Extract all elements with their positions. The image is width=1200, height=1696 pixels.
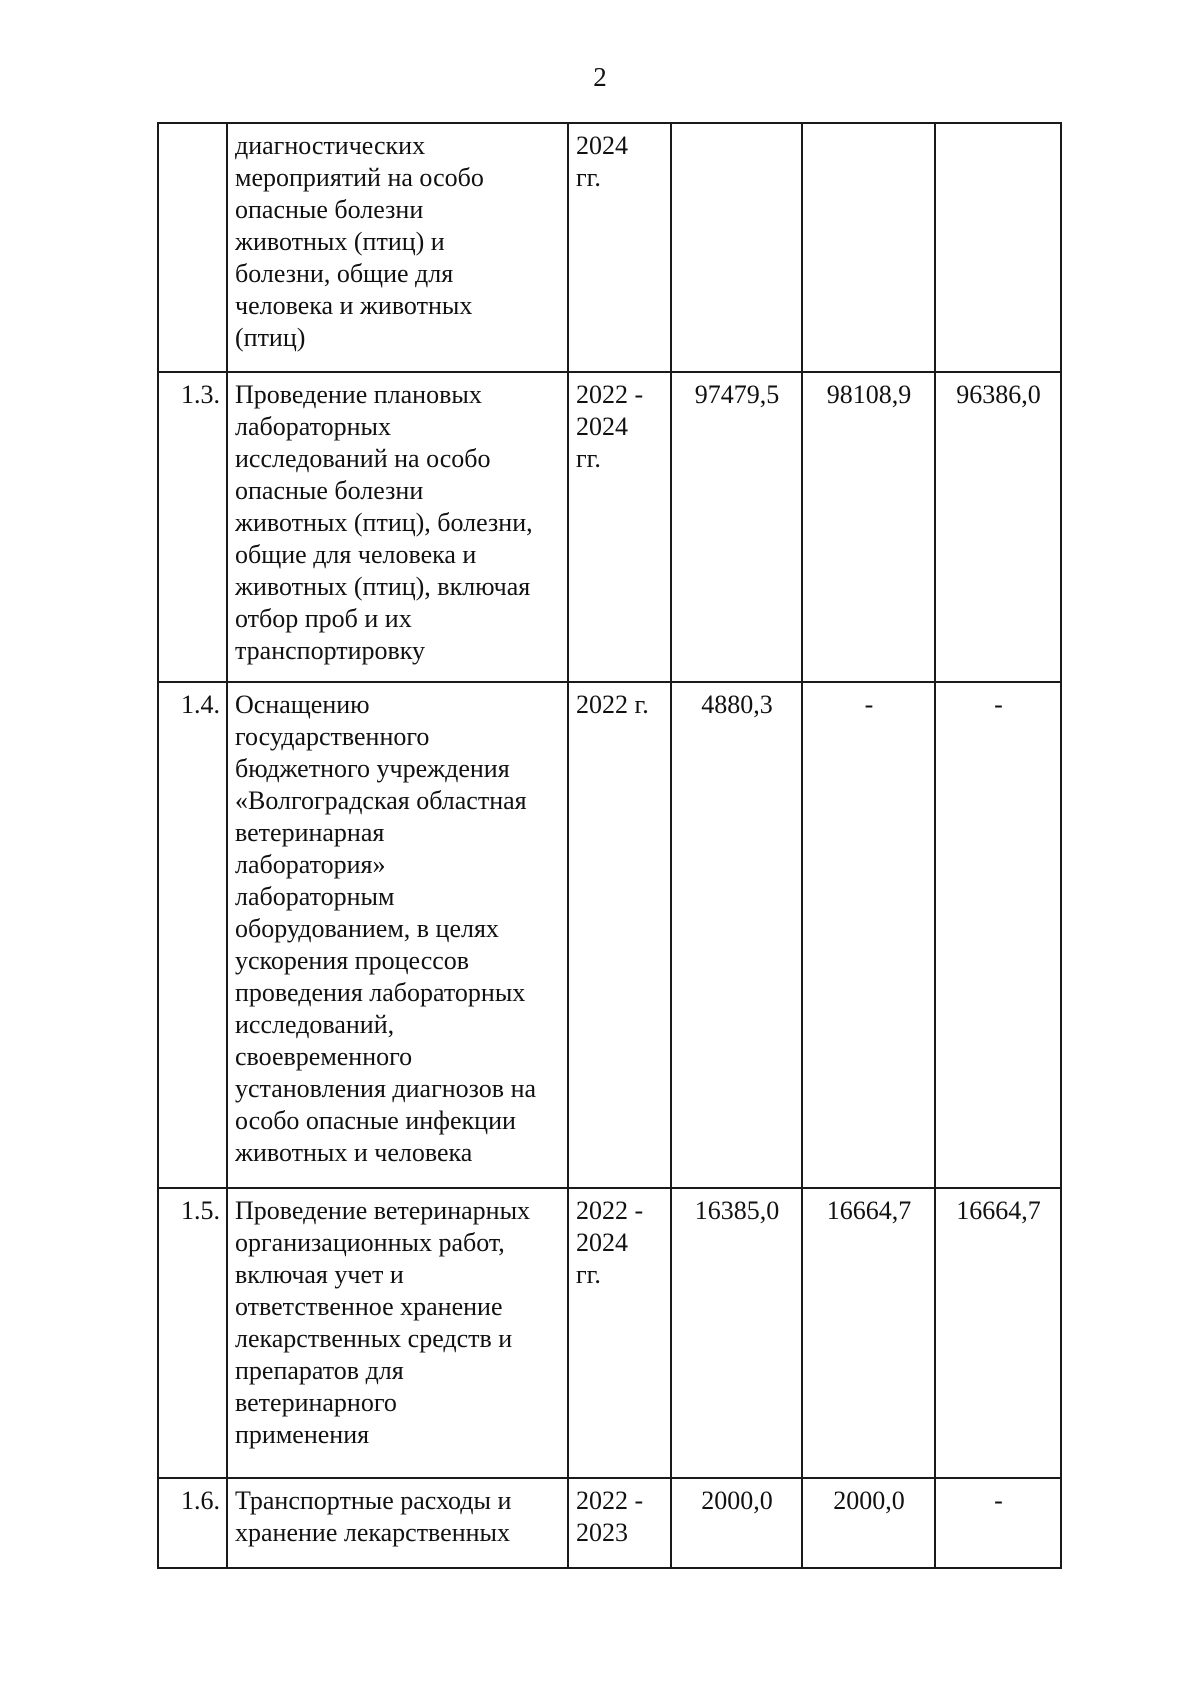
period-text: 2022 г. (576, 690, 649, 719)
period-text: 2024 гг. (576, 131, 628, 192)
value-2022: 4880,3 (671, 682, 802, 1188)
item-description (227, 682, 568, 1188)
item-number: 1.3. (158, 372, 227, 682)
item-number: 1.4. (158, 682, 227, 1188)
period-text: 2022 - 2024 гг. (576, 1196, 644, 1289)
value-2022: 16385,0 (671, 1188, 802, 1478)
item-period (568, 372, 671, 682)
value-2024: - (935, 682, 1061, 1188)
value-2022 (671, 123, 802, 372)
table-row (158, 1478, 1061, 1568)
description-text: диагностических мероприятий на особо опасные болезни животных (птиц) и болезни, общие для человека и животных (птиц) (235, 131, 484, 352)
item-period (568, 1188, 671, 1478)
table-row (158, 123, 1061, 372)
table-row (158, 1188, 1061, 1478)
page-number: 2 (593, 62, 607, 92)
item-description (227, 123, 568, 372)
item-description (227, 1188, 568, 1478)
item-number: 1.5. (158, 1188, 227, 1478)
description-text: Проведение плановых лабораторных исследований на особо опасные болезни животных (птиц), болезни, общие для человека и животных (птиц), включая отбор проб и их транспортировку (235, 380, 533, 665)
table-row (158, 372, 1061, 682)
period-text: 2022 - 2023 (576, 1486, 644, 1547)
item-description (227, 1478, 568, 1568)
item-description (227, 372, 568, 682)
description-text: Транспортные расходы и хранение лекарственных (235, 1486, 512, 1547)
description-text: Оснащению государственного бюджетного учреждения «Волгоградская областная ветеринарная лаборатория» лабораторным оборудованием, в целях ускорения процессов проведения лабораторных исследований, своевременного установления диагнозов на особо опасные инфекции животных и человека (235, 690, 537, 1167)
period-text: 2022 - 2024 гг. (576, 380, 644, 473)
item-number: 1.6. (158, 1478, 227, 1568)
value-2022: 97479,5 (671, 372, 802, 682)
table-row (158, 682, 1061, 1188)
value-2024: 96386,0 (935, 372, 1061, 682)
description-text: Проведение ветеринарных организационных работ, включая учет и ответственное хранение лекарственных средств и препаратов для ветеринарного применения (235, 1196, 531, 1449)
item-period (568, 682, 671, 1188)
value-2024: - (935, 1478, 1061, 1568)
value-2024: 16664,7 (935, 1188, 1061, 1478)
item-number (158, 123, 227, 372)
value-2023: 98108,9 (802, 372, 935, 682)
measures-table (157, 122, 1062, 1569)
value-2023: - (802, 682, 935, 1188)
item-period (568, 1478, 671, 1568)
value-2023: 2000,0 (802, 1478, 935, 1568)
value-2023: 16664,7 (802, 1188, 935, 1478)
value-2023 (802, 123, 935, 372)
item-period (568, 123, 671, 372)
value-2024 (935, 123, 1061, 372)
value-2022: 2000,0 (671, 1478, 802, 1568)
